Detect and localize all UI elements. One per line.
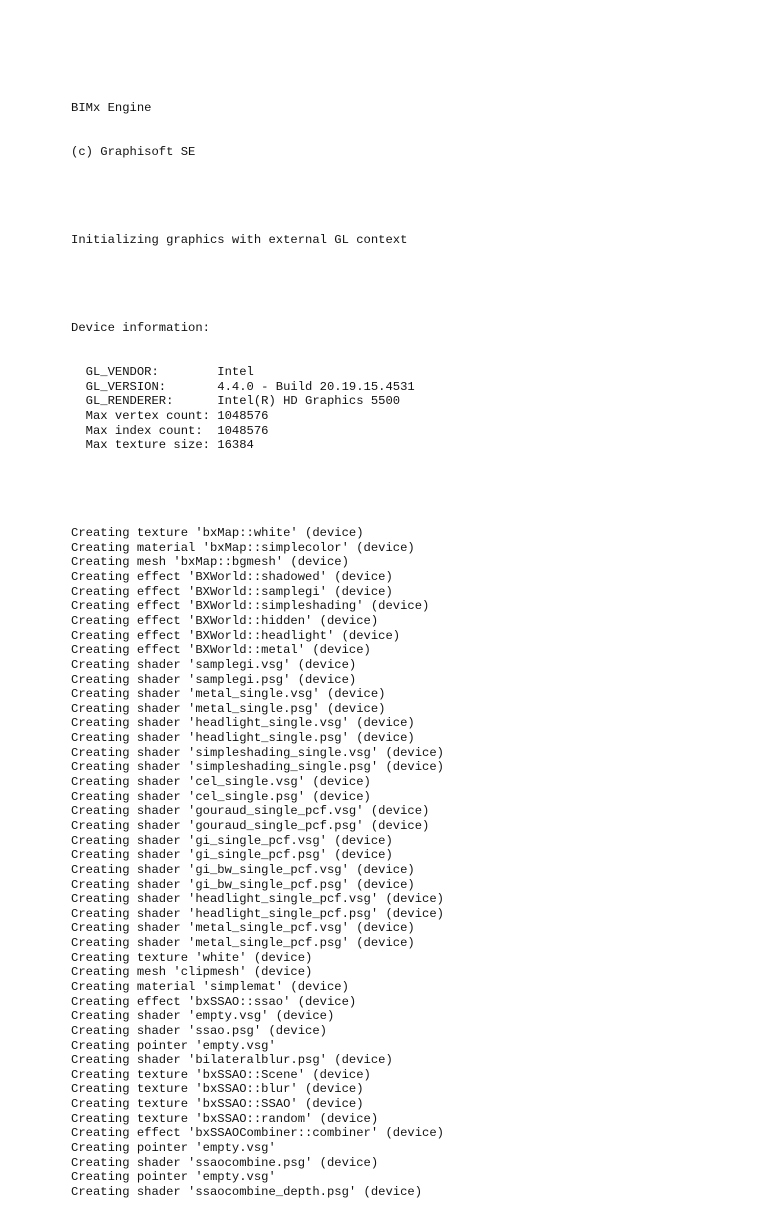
log-line: Creating shader 'metal_single_pcf.vsg' (device) (71, 921, 415, 936)
device-info-label: GL_VERSION: (85, 379, 167, 394)
device-info-row (71, 380, 444, 395)
init-message: Initializing graphics with external GL context (71, 233, 408, 248)
log-line: Creating shader 'gi_bw_single_pcf.psg' (device) (71, 877, 415, 892)
log-line: Creating pointer 'empty.vsg' (71, 1141, 276, 1156)
log-line: Creating shader 'headlight_single.psg' (device) (71, 731, 415, 746)
device-info-row (71, 424, 444, 439)
log-line: Creating shader 'samplegi.vsg' (device) (71, 657, 357, 672)
log-line: Creating texture 'white' (device) (71, 950, 313, 965)
log-line: Creating shader 'metal_single.psg' (device) (71, 701, 386, 716)
log-line: Creating effect 'BXWorld::headlight' (device) (71, 628, 401, 643)
device-info-row (71, 365, 444, 380)
device-info-label: GL_RENDERER: (85, 394, 174, 409)
log-line: Creating shader 'gi_single_pcf.vsg' (device) (71, 833, 393, 848)
device-info-label: Max texture size: (85, 438, 210, 453)
log-line: Creating effect 'BXWorld::shadowed' (device) (71, 570, 393, 585)
copyright-line: (c) Graphisoft SE (71, 145, 196, 160)
log-line: Creating shader 'metal_single.vsg' (device) (71, 687, 386, 702)
log-line: Creating shader 'ssaocombine_depth.psg' (device) (71, 1184, 423, 1199)
log-line: Creating texture 'bxSSAO::Scene' (device) (71, 1067, 371, 1082)
device-info-value: Intel (217, 365, 254, 380)
log-line: Creating material 'bxMap::simplecolor' (device) (71, 540, 415, 555)
log-line: Creating shader 'cel_single.psg' (device) (71, 789, 371, 804)
blank-line (71, 189, 444, 204)
log-line: Creating shader 'cel_single.vsg' (device) (71, 775, 371, 790)
device-info-label: GL_VENDOR: (85, 365, 159, 380)
log-line: Creating effect 'BXWorld::simpleshading' (device) (71, 599, 430, 614)
log-line: Creating effect 'bxSSAOCombiner::combiner' (device) (71, 1126, 444, 1141)
log-line: Creating shader 'ssaocombine.psg' (device) (71, 1155, 379, 1170)
log-line: Creating shader 'simpleshading_single.vsg' (device) (71, 745, 444, 760)
device-info-list (71, 365, 444, 453)
blank-line (71, 482, 444, 497)
log-line: Creating texture 'bxSSAO::SSAO' (device) (71, 1097, 364, 1112)
device-info-row (71, 394, 444, 409)
log-line: Creating texture 'bxSSAO::random' (device) (71, 1111, 379, 1126)
log-line: Creating effect 'bxSSAO::ssao' (device) (71, 994, 357, 1009)
log-line: Creating effect 'BXWorld::hidden' (device) (71, 613, 379, 628)
device-info-value: 1048576 (217, 408, 269, 423)
log-line: Creating pointer 'empty.vsg' (71, 1170, 276, 1185)
device-info-row (71, 409, 444, 424)
log-line: Creating shader 'gouraud_single_pcf.psg' (device) (71, 818, 430, 833)
device-info-value: 1048576 (217, 423, 269, 438)
device-info-value: 4.4.0 - Build 20.19.15.4531 (217, 379, 415, 394)
log-line: Creating pointer 'empty.vsg' (71, 1038, 276, 1053)
engine-log (71, 72, 444, 1214)
log-line: Creating shader 'headlight_single_pcf.psg' (device) (71, 906, 444, 921)
log-line: Creating shader 'ssao.psg' (device) (71, 1023, 327, 1038)
log-line: Creating shader 'bilateralblur.psg' (device) (71, 1053, 393, 1068)
log-line: Creating shader 'gouraud_single_pcf.vsg' (device) (71, 804, 430, 819)
device-info-heading: Device information: (71, 321, 210, 336)
log-line: Creating shader 'headlight_single.vsg' (device) (71, 716, 415, 731)
blank-line (71, 277, 444, 292)
log-line: Creating shader 'samplegi.psg' (device) (71, 672, 357, 687)
log-line: Creating shader 'headlight_single_pcf.vsg' (device) (71, 892, 444, 907)
log-line: Creating effect 'BXWorld::samplegi' (device) (71, 584, 393, 599)
device-info-value: 16384 (217, 438, 254, 453)
log-line: Creating effect 'BXWorld::metal' (device) (71, 643, 371, 658)
log-line: Creating texture 'bxMap::white' (device) (71, 526, 364, 541)
log-line: Creating shader 'gi_bw_single_pcf.vsg' (device) (71, 862, 415, 877)
log-line: Creating shader 'metal_single_pcf.psg' (device) (71, 936, 415, 951)
log-line: Creating mesh 'clipmesh' (device) (71, 965, 313, 980)
device-info-label: Max vertex count: (85, 408, 210, 423)
log-line: Creating shader 'empty.vsg' (device) (71, 1009, 335, 1024)
device-info-label: Max index count: (85, 423, 203, 438)
log-line: Creating mesh 'bxMap::bgmesh' (device) (71, 555, 349, 570)
log-lines-list (71, 526, 444, 1199)
app-name: BIMx Engine (71, 101, 152, 116)
device-info-row (71, 438, 444, 453)
log-line: Creating shader 'simpleshading_single.psg' (device) (71, 760, 444, 775)
device-info-value: Intel(R) HD Graphics 5500 (217, 394, 401, 409)
log-line: Creating material 'simplemat' (device) (71, 980, 349, 994)
log-line: Creating texture 'bxSSAO::blur' (device) (71, 1082, 364, 1097)
log-line: Creating shader 'gi_single_pcf.psg' (device) (71, 848, 393, 863)
